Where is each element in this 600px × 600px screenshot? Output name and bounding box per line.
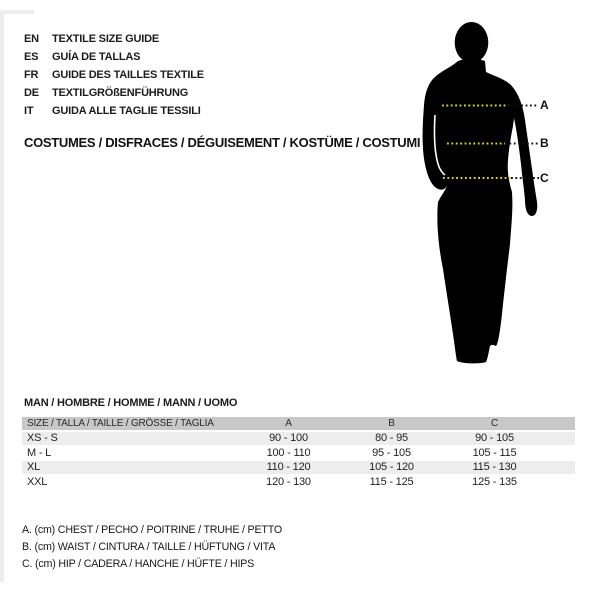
language-title-row [24, 48, 204, 66]
language-title: TEXTILE SIZE GUIDE [52, 33, 160, 45]
hip-range-cell: 125 - 135 [472, 475, 517, 488]
table-row [22, 445, 575, 460]
language-code: FR [24, 69, 39, 81]
waist-range-cell: 105 - 120 [369, 461, 414, 474]
size-cell: M - L [27, 446, 52, 459]
size-table-body [22, 430, 575, 488]
measurement-note: C. (cm) HIP / CADERA / HANCHE / HÜFTE / HIPS [22, 557, 255, 570]
size-cell: XXL [27, 475, 48, 488]
marker-label-a: A [540, 98, 549, 112]
table-row [22, 474, 575, 489]
size-cell: XL [27, 461, 41, 474]
size-table-header [22, 417, 575, 430]
man-silhouette [412, 14, 562, 370]
chest-range-cell: 120 - 130 [266, 475, 311, 488]
language-title-row [24, 84, 204, 102]
table-row [22, 430, 575, 445]
top-edge-artifact [0, 10, 34, 14]
header-waist-column: B [388, 418, 395, 429]
language-title: TEXTILGRÖßENFÜHRUNG [52, 87, 189, 99]
waist-range-cell: 80 - 95 [375, 432, 408, 445]
measurement-note: B. (cm) WAIST / CINTURA / TAILLE / HÜFTUNG / VITA [22, 540, 276, 553]
waist-range-cell: 95 - 105 [372, 446, 411, 459]
language-code: IT [24, 105, 34, 117]
language-title: GUÍA DE TALLAS [52, 51, 141, 63]
table-row [22, 459, 575, 474]
language-code: ES [24, 51, 39, 63]
header-size-column: SIZE / TALLA / TAILLE / GRÖSSE / TAGLIA [27, 418, 214, 429]
hip-range-cell: 115 - 130 [472, 461, 517, 474]
language-title-row [24, 30, 204, 48]
language-code: DE [24, 87, 39, 99]
language-title-row [24, 66, 204, 84]
header-hip-column: C [490, 418, 499, 429]
header-chest-column: A [285, 418, 292, 429]
language-title-row [24, 102, 204, 120]
language-title-list [24, 30, 204, 120]
chest-range-cell: 100 - 110 [266, 446, 311, 459]
left-edge-artifact [0, 10, 4, 582]
language-code: EN [24, 33, 39, 45]
language-title: GUIDE DES TAILLES TEXTILE [52, 69, 204, 81]
category-heading: COSTUMES / DISFRACES / DÉGUISEMENT / KOSTÜME / COSTUMI [24, 135, 421, 150]
waist-range-cell: 115 - 125 [369, 475, 414, 488]
size-cell: XS - S [27, 432, 58, 445]
size-table [22, 417, 575, 488]
hip-range-cell: 105 - 115 [472, 446, 517, 459]
hip-range-cell: 90 - 105 [475, 432, 514, 445]
size-table-title: MAN / HOMBRE / HOMME / MANN / UOMO [24, 397, 238, 409]
marker-label-c: C [540, 171, 549, 185]
measurement-notes [22, 522, 282, 572]
chest-range-cell: 110 - 120 [266, 461, 311, 474]
measurement-note: A. (cm) CHEST / PECHO / POITRINE / TRUHE / PETTO [22, 524, 282, 536]
measurement-figure [412, 14, 562, 370]
marker-label-b: B [540, 136, 549, 150]
language-title: GUIDA ALLE TAGLIE TESSILI [52, 105, 201, 117]
chest-range-cell: 90 - 100 [269, 432, 308, 445]
